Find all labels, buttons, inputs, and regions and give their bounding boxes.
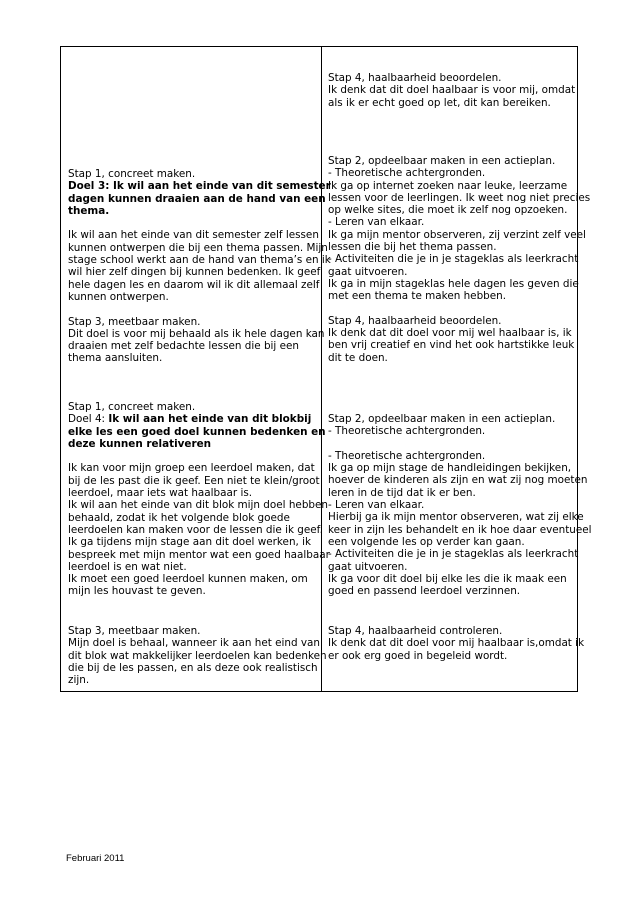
goal-heading: dagen kunnen draaien aan de hand van een [68, 192, 326, 205]
text-line: Ik ga op mijn stage de handleidingen bekijken, [328, 462, 572, 475]
goal-heading: Doel 3: Ik wil aan het einde van dit semester [68, 180, 331, 193]
text-line: kunnen ontwerpen die bij een thema passen. Mijn [68, 241, 328, 254]
text-line: Ik denk dat dit doel haalbaar is voor mij, omdat [328, 84, 576, 97]
text-line: er ook erg goed in begeleid wordt. [328, 649, 508, 662]
goal-heading: deze kunnen relativeren [68, 437, 212, 450]
cell-r3-right [328, 413, 592, 597]
text-line: keer in zijn les behandelt en ik hoe daar eventueel [328, 523, 592, 536]
goal-title: Ik wil aan het einde van dit blokbij [108, 413, 312, 426]
cell-r4-right [328, 625, 584, 662]
text-line: Ik ga voor dit doel bij elke les die ik maak een [328, 572, 567, 585]
cell-r3-left [68, 401, 330, 598]
text-line: Stap 2, opdeelbaar maken in een actieplan. [328, 413, 556, 425]
text-line: leerdoel is en wat niet. [68, 560, 187, 573]
cell-r2-left [68, 168, 331, 365]
text-line: kunnen ontwerpen. [68, 290, 169, 303]
page-footer-date: Februari 2011 [66, 853, 125, 864]
text-line: - Theoretische achtergronden. [328, 167, 486, 180]
goal-heading: elke les een goed doel kunnen bedenken en [68, 425, 326, 438]
text-line: Ik wil aan het einde van dit blok mijn doel hebben [68, 499, 328, 512]
cell-r2-right [328, 155, 590, 364]
text-line: Ik kan voor mijn groep een leerdoel maken, dat [68, 462, 315, 475]
text-line: Ik ga tijdens mijn stage aan dit doel werken, ik [68, 536, 312, 549]
text-line: bij de les past die ik geef. Een niet te klein/groot [68, 474, 320, 487]
text-line: - Activiteiten die je in je stageklas als leerkracht [328, 253, 579, 266]
text-line: Ik denk dat dit doel voor mij haalbaar is,omdat ik [328, 637, 585, 650]
text-line: Mijn doel is behaal, wanneer ik aan het eind van [68, 637, 321, 650]
text-line: leerdoelen kan maken voor de lessen die ik geef. [68, 523, 323, 536]
goal-prefix: Doel 4: [68, 413, 109, 426]
text-line: dit blok wat makkelijker leerdoelen kan bedenken [68, 649, 327, 662]
text-line: op welke sites, die moet ik zelf nog opzoeken. [328, 204, 568, 217]
text-line: wil hier zelf dingen bij kunnen bedenken. Ik geef [68, 266, 321, 279]
text-line: een volgende les op verder kan gaan. [328, 535, 525, 548]
text-line: leren in de tijd dat ik er ben. [328, 486, 476, 499]
text-line: Ik wil aan het einde van dit semester zelf lessen [68, 229, 319, 242]
text-line: Dit doel is voor mij behaald als ik hele dagen kan [68, 327, 325, 340]
text-line: bespreek met mijn mentor wat een goed haalbaar [68, 548, 330, 561]
text-line: - Theoretische achtergronden. [328, 425, 486, 438]
text-line: Stap 4, haalbaarheid beoordelen. [328, 72, 502, 84]
text-line: Stap 1, concreet maken. [68, 401, 196, 413]
text-line: Stap 3, meetbaar maken. [68, 625, 201, 637]
text-line: met een thema te maken hebben. [328, 290, 507, 303]
goals-table [60, 46, 592, 692]
text-line: Stap 1, concreet maken. [68, 168, 196, 180]
text-line: gaat uitvoeren. [328, 560, 408, 573]
text-line: Ik denk dat dit doel voor mij wel haalbaar is, ik [328, 327, 572, 340]
goal-heading: thema. [68, 204, 110, 217]
text-line: Ik ga op internet zoeken naar leuke, leerzame [328, 179, 568, 192]
text-line: hele dagen les en daarom wil ik dit allemaal zelf [68, 278, 320, 291]
text-line: leerdoel, maar iets wat haalbaar is. [68, 487, 253, 500]
text-line: Stap 2, opdeelbaar maken in een actieplan. [328, 155, 556, 167]
text-line: - Theoretische achtergronden. [328, 449, 486, 462]
text-line: Stap 3, meetbaar maken. [68, 315, 201, 328]
text-line: thema aansluiten. [68, 352, 163, 365]
text-line: stage school werkt aan de hand van thema’s en ik [68, 254, 331, 267]
text-line: Stap 4, haalbaarheid controleren. [328, 625, 503, 637]
cell-r1-right [328, 72, 575, 109]
text-line: behaald, zodat ik het volgende blok goede [68, 511, 290, 524]
text-line: Ik moet een goed leerdoel kunnen maken, om [68, 573, 308, 586]
text-line: lessen voor de leerlingen. Ik weet nog niet precies [328, 191, 591, 204]
text-line: Stap 4, haalbaarheid beoordelen. [328, 314, 502, 327]
cell-r4-left [68, 625, 327, 686]
text-line: Ik ga mijn mentor observeren, zij verzint zelf veel [328, 228, 586, 241]
text-line: Hierbij ga ik mijn mentor observeren, wat zij elke [328, 511, 584, 524]
text-line: lessen die bij het thema passen. [328, 241, 497, 254]
text-line: gaat uitvoeren. [328, 265, 408, 278]
text-line: - Activiteiten die je in je stageklas als leerkracht [328, 548, 579, 561]
goal-heading [68, 413, 330, 425]
text-line: Ik ga in mijn stageklas hele dagen les geven die [328, 277, 579, 290]
text-line: dit te doen. [328, 351, 388, 364]
text-line: ben vrij creatief en vind het ook hartstikke leuk [328, 339, 575, 352]
text-line: draaien met zelf bedachte lessen die bij een [68, 340, 299, 353]
text-line: die bij de les passen, en als deze ook realistisch [68, 661, 318, 674]
text-line: zijn. [68, 674, 90, 687]
text-line: als ik er echt goed op let, dit kan bereiken. [328, 96, 551, 109]
text-line: goed en passend leerdoel verzinnen. [328, 585, 521, 598]
text-line: mijn les houvast te geven. [68, 585, 206, 598]
text-line: - Leren van elkaar. [328, 216, 425, 229]
text-line: - Leren van elkaar. [328, 499, 425, 512]
text-line: hoever de kinderen als zijn en wat zij nog moeten [328, 474, 588, 487]
